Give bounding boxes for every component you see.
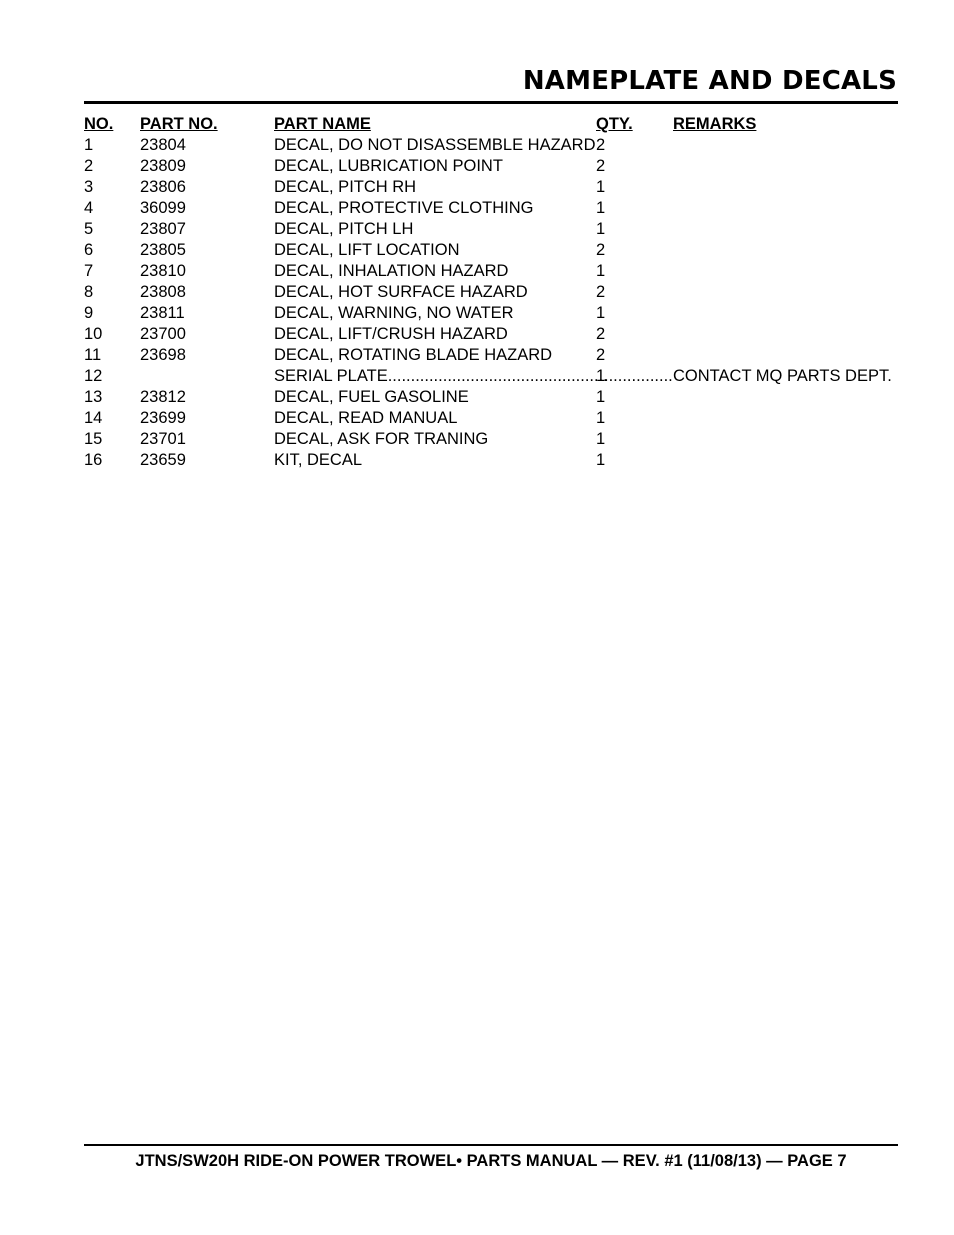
cell-no: 7 bbox=[84, 262, 94, 280]
cell-no: 8 bbox=[84, 283, 94, 301]
page-footer: JTNS/SW20H RIDE-ON POWER TROWEL• PARTS MANUAL — REV. #1 (11/08/13) — PAGE 7 bbox=[135, 1152, 847, 1170]
cell-part-no: 23659 bbox=[140, 451, 186, 469]
dot-leader bbox=[604, 366, 673, 387]
table-row bbox=[84, 387, 898, 408]
cell-part-no: 36099 bbox=[140, 199, 186, 217]
column-header-part-no: PART NO. bbox=[140, 115, 218, 133]
cell-part-name: SERIAL PLATE bbox=[274, 367, 388, 385]
footer-divider bbox=[84, 1144, 898, 1146]
cell-no: 16 bbox=[84, 451, 103, 469]
table-row bbox=[84, 429, 898, 450]
cell-qty: 1 bbox=[596, 388, 606, 406]
cell-no: 15 bbox=[84, 430, 103, 448]
cell-part-name: DECAL, ROTATING BLADE HAZARD bbox=[274, 346, 553, 364]
column-header-no: NO. bbox=[84, 115, 114, 133]
cell-qty: 2 bbox=[596, 136, 606, 154]
cell-qty: 1 bbox=[596, 304, 606, 322]
cell-part-no: 23700 bbox=[140, 325, 186, 343]
cell-part-no: 23804 bbox=[140, 136, 186, 154]
cell-part-no: 23810 bbox=[140, 262, 186, 280]
cell-part-name: DECAL, READ MANUAL bbox=[274, 409, 458, 427]
cell-qty: 1 bbox=[596, 178, 606, 196]
dot-leader bbox=[388, 366, 607, 387]
cell-part-name: DECAL, PROTECTIVE CLOTHING bbox=[274, 199, 534, 217]
cell-part-name: DECAL, ASK FOR TRANING bbox=[274, 430, 489, 448]
cell-part-no: 23811 bbox=[140, 304, 185, 322]
table-row bbox=[84, 408, 898, 429]
cell-qty: 2 bbox=[596, 283, 606, 301]
cell-part-no: 23809 bbox=[140, 157, 186, 175]
title-divider bbox=[84, 101, 898, 104]
cell-no: 5 bbox=[84, 220, 94, 238]
cell-no: 11 bbox=[84, 346, 102, 364]
cell-qty: 2 bbox=[596, 325, 606, 343]
cell-part-name: DECAL, DO NOT DISASSEMBLE HAZARD bbox=[274, 136, 596, 154]
table-row bbox=[84, 303, 898, 324]
cell-no: 9 bbox=[84, 304, 94, 322]
cell-no: 12 bbox=[84, 367, 103, 385]
cell-qty: 2 bbox=[596, 241, 606, 259]
table-row bbox=[84, 345, 898, 366]
cell-qty: 1 bbox=[596, 430, 606, 448]
table-row bbox=[84, 324, 898, 345]
column-header-part-name: PART NAME bbox=[274, 115, 371, 133]
table-row bbox=[84, 156, 898, 177]
table-row bbox=[84, 240, 898, 261]
table-row bbox=[84, 135, 898, 156]
cell-no: 13 bbox=[84, 388, 103, 406]
cell-part-name: DECAL, PITCH LH bbox=[274, 220, 414, 238]
cell-qty: 1 bbox=[596, 451, 606, 469]
cell-qty: 2 bbox=[596, 346, 606, 364]
table-row bbox=[84, 219, 898, 240]
cell-part-no: 23806 bbox=[140, 178, 186, 196]
cell-qty: 1 bbox=[596, 409, 606, 427]
cell-part-name: DECAL, HOT SURFACE HAZARD bbox=[274, 283, 528, 301]
cell-part-name: DECAL, FUEL GASOLINE bbox=[274, 388, 469, 406]
cell-part-name: DECAL, LUBRICATION POINT bbox=[274, 157, 503, 175]
table-row bbox=[84, 177, 898, 198]
cell-qty: 1 bbox=[596, 367, 606, 385]
cell-part-name: DECAL, INHALATION HAZARD bbox=[274, 262, 509, 280]
column-header-remarks: REMARKS bbox=[673, 115, 757, 133]
table-row bbox=[84, 366, 898, 387]
cell-no: 10 bbox=[84, 325, 103, 343]
cell-qty: 1 bbox=[596, 220, 606, 238]
cell-no: 6 bbox=[84, 241, 94, 259]
cell-remarks-leader bbox=[604, 366, 904, 387]
cell-part-no: 23805 bbox=[140, 241, 186, 259]
cell-qty: 1 bbox=[596, 199, 606, 217]
parts-table bbox=[84, 114, 898, 471]
cell-part-no: 23808 bbox=[140, 283, 186, 301]
cell-part-name: DECAL, WARNING, NO WATER bbox=[274, 304, 514, 322]
cell-part-name: DECAL, PITCH RH bbox=[274, 178, 417, 196]
cell-part-name: DECAL, LIFT/CRUSH HAZARD bbox=[274, 325, 508, 343]
cell-part-no: 23698 bbox=[140, 346, 186, 364]
table-header-row bbox=[84, 114, 898, 135]
cell-no: 1 bbox=[84, 136, 94, 154]
cell-part-no: 23807 bbox=[140, 220, 186, 238]
cell-no: 3 bbox=[84, 178, 94, 196]
table-row bbox=[84, 261, 898, 282]
cell-qty: 1 bbox=[596, 262, 606, 280]
cell-part-no: 23699 bbox=[140, 409, 186, 427]
cell-qty: 2 bbox=[596, 157, 606, 175]
cell-no: 4 bbox=[84, 199, 94, 217]
cell-part-no: 23812 bbox=[140, 388, 186, 406]
cell-no: 2 bbox=[84, 157, 94, 175]
cell-part-no: 23701 bbox=[140, 430, 186, 448]
cell-part-name-leader bbox=[274, 366, 607, 387]
cell-remarks: CONTACT MQ PARTS DEPT. bbox=[673, 367, 892, 385]
table-row bbox=[84, 282, 898, 303]
page-title: NAMEPLATE AND DECALS bbox=[522, 66, 897, 96]
cell-part-name: KIT, DECAL bbox=[274, 451, 363, 469]
cell-no: 14 bbox=[84, 409, 103, 427]
table-row bbox=[84, 450, 898, 471]
cell-part-name: DECAL, LIFT LOCATION bbox=[274, 241, 460, 259]
column-header-qty: QTY. bbox=[596, 115, 633, 133]
table-row bbox=[84, 198, 898, 219]
